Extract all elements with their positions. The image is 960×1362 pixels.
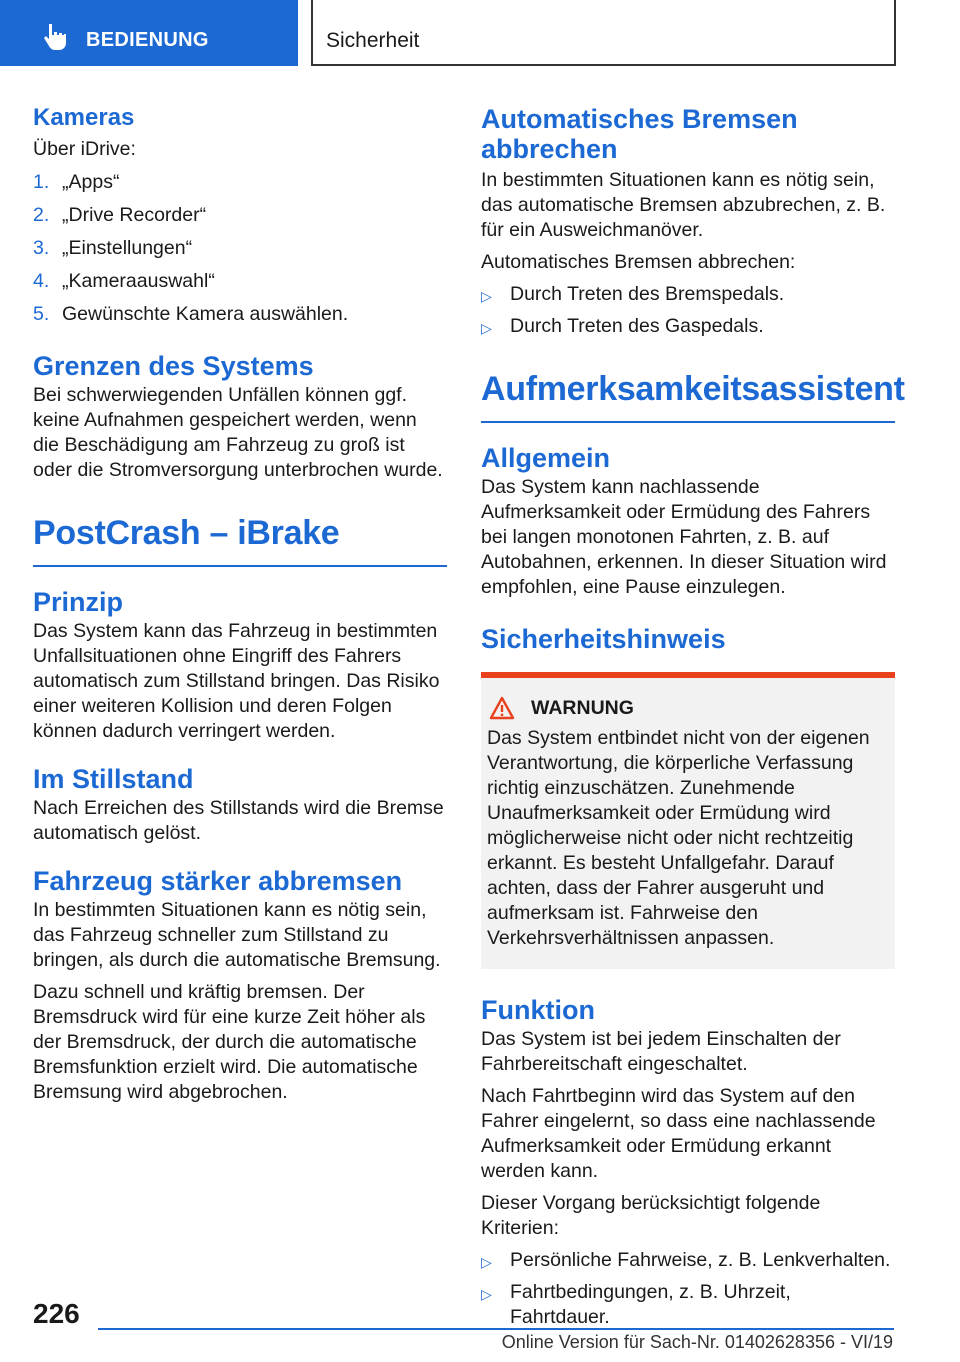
abbrechen-list xyxy=(481,282,895,339)
prinzip-heading: Prinzip xyxy=(33,587,124,617)
funktion-text-3: Dieser Vorgang berücksichtigt folgende Kriterien: xyxy=(481,1192,821,1239)
funktion-heading: Funktion xyxy=(481,995,595,1025)
postcrash-heading: PostCrash – iBrake xyxy=(33,512,447,567)
assistent-heading: Aufmerksamkeitsassistent xyxy=(481,368,895,423)
warning-text: Das System entbindet nicht von der eigenen Verantwortung, die körperliche Verfassung richtig einzuschätzen. Zunehmende Unaufmerksamkeit oder Ermüdung wird möglicherweise nicht oder nicht rechtzeitig erkannt. Es besteht Unfallgefahr. Darauf achten, dass der Fahrer ausgeruht und aufmerksam ist. Fahrweise den Verkehrsverhältnissen anpassen. xyxy=(487,727,870,949)
list-item xyxy=(33,302,447,327)
list-item xyxy=(481,1248,895,1273)
warning-box xyxy=(481,672,895,969)
kameras-intro: Über iDrive: xyxy=(33,138,136,160)
funktion-list xyxy=(481,1248,895,1330)
warning-triangle-icon xyxy=(489,696,515,720)
step-text: „Kameraauswahl“ xyxy=(62,270,215,292)
warning-header xyxy=(487,696,889,720)
step-number: 4. xyxy=(33,270,50,292)
kameras-heading: Kameras xyxy=(33,104,135,131)
grenzen-heading: Grenzen des Systems xyxy=(33,351,314,381)
page-number: 226 xyxy=(33,1298,80,1329)
warning-label: WARNUNG xyxy=(531,696,634,719)
list-item xyxy=(481,1280,895,1330)
list-item xyxy=(33,203,447,228)
step-text: „Einstellungen“ xyxy=(62,237,193,259)
list-item-text: Persönliche Fahrweise, z. B. Lenkverhalten. xyxy=(510,1249,891,1271)
pointing-hand-icon xyxy=(40,22,68,50)
step-number: 2. xyxy=(33,204,50,226)
kameras-steps xyxy=(33,170,447,327)
staerker-text-1: In bestimmten Situationen kann es nötig sein, das Fahrzeug schneller zum Stillstand zu bringen, als durch die automatische Bremsung. xyxy=(33,899,441,971)
list-item xyxy=(481,282,895,307)
step-text: Gewünschte Kamera auswählen. xyxy=(62,303,349,325)
list-item xyxy=(33,269,447,294)
step-number: 3. xyxy=(33,237,50,259)
abbrechen-heading: Automatisches Bremsen abbrechen xyxy=(481,104,798,164)
list-item-text: Fahrtbedingungen, z. B. Uhrzeit, Fahrtdauer. xyxy=(510,1281,791,1328)
funktion-text-2: Nach Fahrtbeginn wird das System auf den Fahrer eingelernt, so dass eine nachlassende Aufmerksamkeit oder Ermüdung erkannt werden kann. xyxy=(481,1085,876,1182)
funktion-text-1: Das System ist bei jedem Einschalten der Fahrbereitschaft eingeschaltet. xyxy=(481,1028,841,1075)
step-number: 1. xyxy=(33,171,50,193)
triangle-right-icon: ▷ xyxy=(481,320,492,336)
abbrechen-text-1: In bestimmten Situationen kann es nötig sein, das automatische Bremsen abzubrechen, z. B. für ein Ausweichmanöver. xyxy=(481,169,886,241)
allgemein-heading: Allgemein xyxy=(481,443,611,473)
step-text: „Apps“ xyxy=(62,171,120,193)
section-tab[interactable] xyxy=(0,0,298,66)
chapter-label: Sicherheit xyxy=(326,29,420,52)
section-label: BEDIENUNG xyxy=(86,29,209,51)
step-text: „Drive Recorder“ xyxy=(62,204,207,226)
stillstand-heading: Im Stillstand xyxy=(33,764,194,794)
left-column xyxy=(33,100,447,1105)
list-item xyxy=(33,236,447,261)
list-item xyxy=(33,170,447,195)
list-item xyxy=(481,314,895,339)
footer-divider xyxy=(98,1328,894,1330)
step-number: 5. xyxy=(33,303,50,325)
hinweis-heading: Sicherheitshinweis xyxy=(481,624,726,654)
footer-online-version: Online Version für Sach-Nr. 01402628356 - VI/19 xyxy=(501,1332,893,1352)
grenzen-text: Bei schwerwiegenden Unfällen können ggf. keine Aufnahmen gespeichert werden, wenn die Beschädigung am Fahrzeug zu groß ist oder die Stromversorgung unterbrochen wurde. xyxy=(33,384,443,481)
stillstand-text: Nach Erreichen des Stillstands wird die Bremse automatisch gelöst. xyxy=(33,797,444,844)
list-item-text: Durch Treten des Bremspedals. xyxy=(510,283,785,305)
prinzip-text: Das System kann das Fahrzeug in bestimmten Unfallsituationen ohne Eingriff des Fahrers automatisch zum Stillstand bringen. Das Risiko einer weiteren Kollision und deren Folgen können dadurch verringert werden. xyxy=(33,620,440,742)
list-item-text: Durch Treten des Gaspedals. xyxy=(510,315,764,337)
chapter-header xyxy=(311,0,896,66)
triangle-right-icon: ▷ xyxy=(481,1254,492,1270)
triangle-right-icon: ▷ xyxy=(481,288,492,304)
staerker-heading: Fahrzeug stärker abbremsen xyxy=(33,866,403,896)
allgemein-text: Das System kann nachlassende Aufmerksamkeit oder Ermüdung des Fahrers bei langen monotonen Fahrten, z. B. auf Autobahnen, erkennen. In dieser Situation wird empfohlen, eine Pause einzulegen. xyxy=(481,476,887,598)
triangle-right-icon: ▷ xyxy=(481,1286,492,1302)
abbrechen-text-2: Automatisches Bremsen abbrechen: xyxy=(481,251,796,273)
right-column xyxy=(481,100,905,1330)
staerker-text-2: Dazu schnell und kräftig bremsen. Der Bremsdruck wird für eine kurze Zeit höher als der Bremsdruck, der durch die automatische Bremsfunktion erzielt wird. Die automatische Bremsung wird abgebrochen. xyxy=(33,981,426,1103)
